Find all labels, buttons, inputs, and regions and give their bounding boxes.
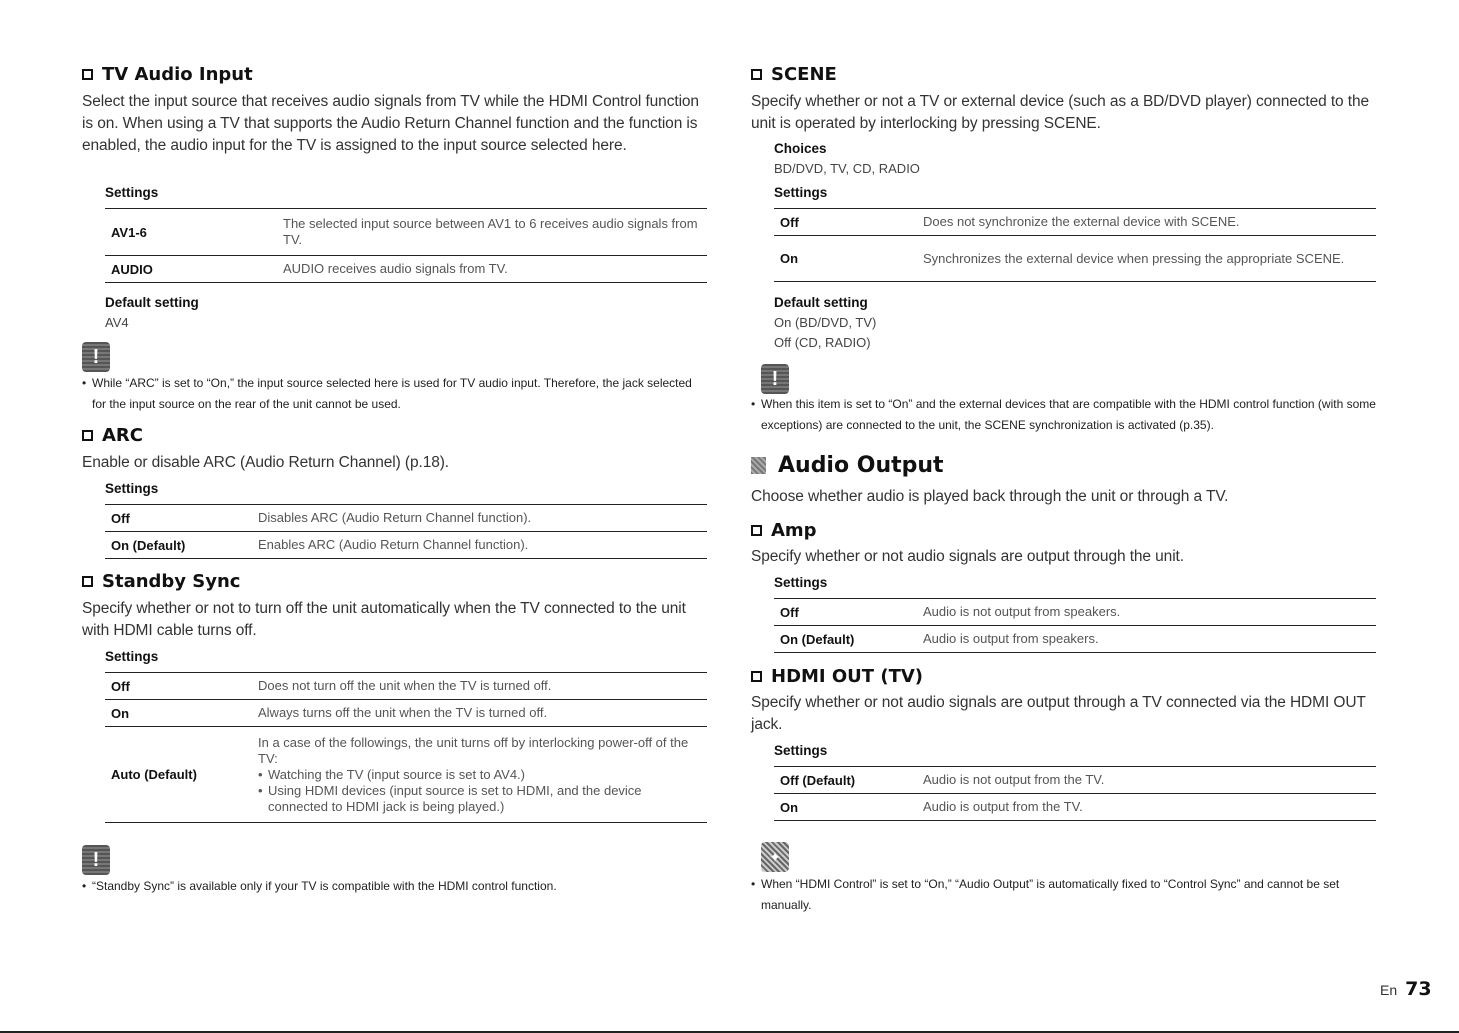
setting-key: On — [774, 794, 917, 821]
setting-value: Synchronizes the external device when pressing the appropriate SCENE. — [917, 236, 1376, 282]
scene-description: Specify whether or not a TV or external device (such as a BD/DVD player) connected to the unit is operated by interlocking by pressing SCENE. — [751, 93, 1370, 132]
section-box-icon — [82, 576, 93, 587]
hint-icon: ✦ — [761, 842, 789, 872]
list-item: • Watching the TV (input source is set to AV4.) — [258, 767, 701, 783]
setting-key: On (Default) — [774, 626, 917, 653]
settings-label: Settings — [774, 743, 828, 758]
setting-value: Audio is output from the TV. — [917, 794, 1376, 821]
amp-settings-table — [774, 598, 1376, 653]
table-row — [774, 767, 1376, 794]
settings-label: Settings — [774, 575, 828, 590]
table-row — [774, 794, 1376, 821]
settings-label: Settings — [105, 649, 159, 664]
setting-value: Audio is not output from speakers. — [917, 599, 1376, 626]
setting-key: Off — [774, 599, 917, 626]
setting-value: Does not synchronize the external device with SCENE. — [917, 209, 1376, 236]
audio-output-description: Choose whether audio is played back through the unit or through a TV. — [751, 488, 1229, 505]
default-setting-value: On (BD/DVD, TV) — [774, 315, 877, 330]
language-code: En — [1380, 982, 1398, 998]
settings-label: Settings — [105, 481, 159, 496]
auto-intro: In a case of the followings, the unit turns off by interlocking power-off of the TV: — [258, 734, 689, 766]
setting-key: Off — [105, 505, 252, 532]
page-number-value: 73 — [1405, 978, 1432, 1000]
choices-value: BD/DVD, TV, CD, RADIO — [774, 161, 920, 176]
audio-output-heading: Audio Output — [751, 453, 944, 478]
list-item: • Using HDMI devices (input source is set to HDMI, and the device connected to HDMI jack is being played.) — [258, 783, 701, 815]
hdmi-out-settings-table — [774, 766, 1376, 821]
section-square-icon — [751, 457, 766, 474]
table-row — [105, 532, 707, 559]
scene-note — [751, 394, 1377, 436]
standby-sync-heading: Standby Sync — [82, 571, 240, 592]
tv-audio-input-note — [82, 373, 702, 415]
section-box-icon — [82, 430, 93, 441]
section-box-icon — [751, 671, 762, 682]
setting-key: Auto (Default) — [105, 727, 252, 823]
setting-value — [252, 727, 707, 823]
setting-value: Audio is output from speakers. — [917, 626, 1376, 653]
caution-icon: ! — [82, 845, 110, 875]
arc-heading: ARC — [82, 425, 143, 446]
tv-audio-input-heading: TV Audio Input — [82, 64, 253, 85]
setting-key: Off (Default) — [774, 767, 917, 794]
setting-key: AV1-6 — [105, 209, 277, 256]
setting-key: On (Default) — [105, 532, 252, 559]
hdmi-out-heading: HDMI OUT (TV) — [751, 666, 923, 687]
scene-settings-table — [774, 208, 1376, 282]
setting-key: Off — [774, 209, 917, 236]
note-item: • While “ARC” is set to “On,” the input source selected here is used for TV audio input. Therefore, the jack selected for the input source on the rear of the unit cannot be used. — [82, 373, 702, 415]
table-row — [105, 505, 707, 532]
section-box-icon — [751, 69, 762, 80]
setting-key: Off — [105, 673, 252, 700]
caution-icon: ! — [761, 364, 789, 394]
table-row — [105, 256, 707, 283]
section-box-icon — [82, 69, 93, 80]
amp-description: Specify whether or not audio signals are output through the unit. — [751, 548, 1184, 565]
note-item: • When “HDMI Control” is set to “On,” “Audio Output” is automatically fixed to “Control Sync” and cannot be set manually. — [751, 874, 1377, 916]
default-setting-label: Default setting — [105, 295, 199, 310]
setting-value: The selected input source between AV1 to 6 receives audio signals from TV. — [277, 209, 707, 256]
setting-value: Disables ARC (Audio Return Channel function). — [252, 505, 707, 532]
tv-audio-input-settings-table — [105, 208, 707, 283]
standby-sync-note — [82, 876, 702, 897]
auto-bullets — [258, 767, 701, 815]
page-number — [1380, 978, 1432, 1000]
setting-value: AUDIO receives audio signals from TV. — [277, 256, 707, 283]
setting-key: On — [774, 236, 917, 282]
table-row — [105, 209, 707, 256]
choices-label: Choices — [774, 141, 827, 156]
amp-heading: Amp — [751, 520, 817, 541]
settings-label: Settings — [774, 185, 828, 200]
scene-heading: SCENE — [751, 64, 837, 85]
section-box-icon — [751, 525, 762, 536]
standby-sync-settings-table — [105, 672, 707, 823]
setting-key: On — [105, 700, 252, 727]
setting-value: Audio is not output from the TV. — [917, 767, 1376, 794]
table-row — [774, 626, 1376, 653]
arc-description: Enable or disable ARC (Audio Return Channel) (p.18). — [82, 454, 450, 471]
note-item: • “Standby Sync” is available only if your TV is compatible with the HDMI control function. — [82, 876, 702, 897]
caution-icon: ! — [82, 342, 110, 372]
default-setting-value: AV4 — [105, 315, 129, 330]
note-item: • When this item is set to “On” and the external devices that are compatible with the HDMI control function (with some exceptions) are connected to the unit, the SCENE synchronization is activated (p.35). — [751, 394, 1377, 436]
table-row — [774, 599, 1376, 626]
setting-value: Does not turn off the unit when the TV is turned off. — [252, 673, 707, 700]
default-setting-value: Off (CD, RADIO) — [774, 335, 871, 350]
setting-value: Enables ARC (Audio Return Channel function). — [252, 532, 707, 559]
hdmi-out-note — [751, 874, 1377, 916]
settings-label: Settings — [105, 185, 159, 200]
table-row — [105, 673, 707, 700]
arc-settings-table — [105, 504, 707, 559]
table-row — [105, 727, 707, 823]
default-setting-label: Default setting — [774, 295, 868, 310]
setting-value: Always turns off the unit when the TV is turned off. — [252, 700, 707, 727]
standby-sync-description: Specify whether or not to turn off the unit automatically when the TV connected to the unit with HDMI cable turns off. — [82, 600, 686, 639]
table-row — [105, 700, 707, 727]
table-row — [774, 236, 1376, 282]
table-row — [774, 209, 1376, 236]
setting-key: AUDIO — [105, 256, 277, 283]
hdmi-out-description: Specify whether or not audio signals are output through a TV connected via the HDMI OUT jack. — [751, 694, 1366, 733]
tv-audio-input-description: Select the input source that receives audio signals from TV while the HDMI Control function is on. When using a TV that supports the Audio Return Channel function and the function is enabled, the audio input for the TV is assigned to the input source selected here. — [82, 93, 699, 154]
